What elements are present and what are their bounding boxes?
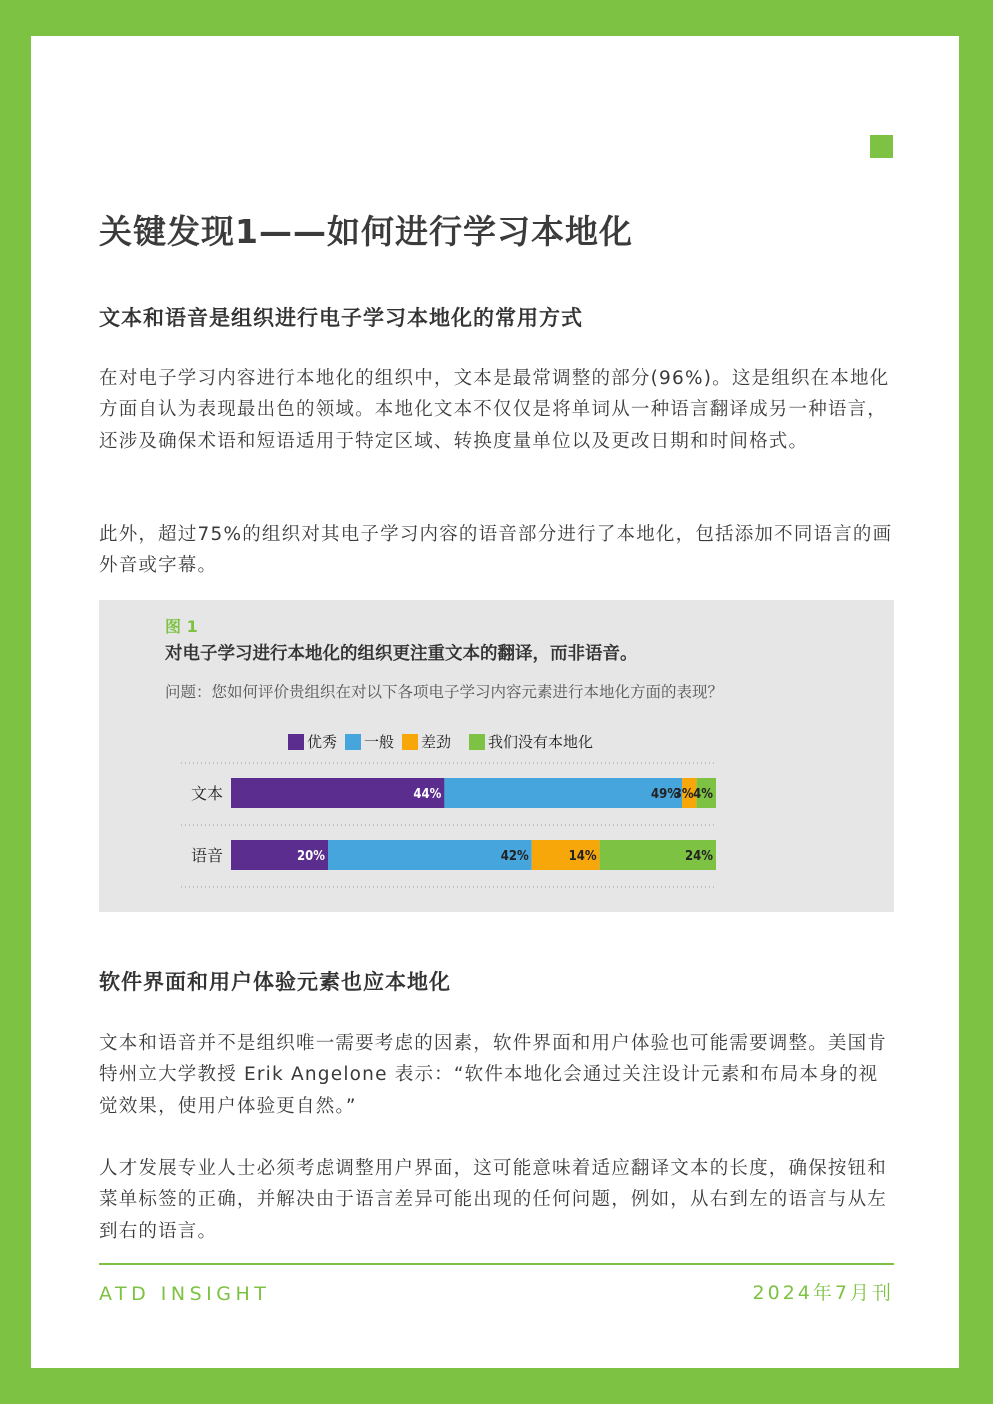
bar-segment bbox=[231, 778, 444, 808]
page-heading: 关键发现1——如何进行学习本地化 bbox=[99, 212, 633, 251]
section2-paragraph-1: 文本和语音并不是组织唯一需要考虑的因素，软件界面和用户体验也可能需要调整。美国肯特州立大学教授 Erik Angelone 表示：“软件本地化会通过关注设计元素和布局本身的视觉效果，使用户体验更自然。” bbox=[99, 1033, 888, 1117]
data-label: 49% bbox=[651, 787, 680, 802]
section1-paragraph-1: 在对电子学习内容进行本地化的组织中，文本是最常调整的部分(96%)。这是组织在本地化方面自认为表现最出色的领域。本地化文本不仅仅是将单词从一种语言翻译成另一种语言，还涉及确保术语和短语适用于特定区域、转换度量单位以及更改日期和时间格式。 bbox=[99, 368, 890, 452]
footer-publication-name: ATD INSIGHT bbox=[99, 1283, 271, 1305]
legend-label: 一般 bbox=[364, 733, 395, 751]
figure-label: 图 1 bbox=[165, 617, 198, 636]
data-label: 24% bbox=[685, 849, 713, 864]
figure-panel bbox=[99, 600, 894, 912]
legend-label: 优秀 bbox=[307, 733, 338, 751]
data-label: 4% bbox=[693, 787, 713, 802]
corner-square-decoration bbox=[870, 135, 893, 158]
data-label: 42% bbox=[500, 849, 529, 864]
data-label: 20% bbox=[297, 849, 325, 864]
footer-issue-date: 2024年7月刊 bbox=[752, 1282, 894, 1304]
section2-paragraph-2: 人才发展专业人士必须考虑调整用户界面，这可能意味着适应翻译文本的长度，确保按钮和菜单标签的正确，并解决由于语言差异可能出现的任何问题，例如，从右到左的语言与从左到右的语言。 bbox=[99, 1158, 888, 1242]
category-label: 语音 bbox=[191, 846, 224, 865]
figure-title: 对电子学习进行本地化的组织更注重文本的翻译，而非语音。 bbox=[165, 644, 638, 664]
footer-divider bbox=[99, 1263, 894, 1265]
data-label: 44% bbox=[413, 787, 442, 802]
page bbox=[31, 36, 959, 1368]
data-label: 14% bbox=[568, 849, 597, 864]
section2-title: 软件界面和用户体验元素也应本地化 bbox=[99, 970, 451, 994]
section1-title: 文本和语音是组织进行电子学习本地化的常用方式 bbox=[99, 306, 583, 330]
legend-label: 差劲 bbox=[421, 733, 452, 751]
data-label: 3% bbox=[673, 787, 694, 802]
category-label: 文本 bbox=[191, 784, 224, 803]
section1-paragraph-2: 此外，超过75%的组织对其电子学习内容的语音部分进行了本地化，包括添加不同语言的画外音或字幕。 bbox=[99, 524, 893, 577]
stacked-bar-chart bbox=[99, 600, 894, 912]
legend-label: 我们没有本地化 bbox=[488, 733, 594, 751]
bar-segment bbox=[444, 778, 682, 808]
figure-question: 问题：您如何评价贵组织在对以下各项电子学习内容元素进行本地化方面的表现？ bbox=[165, 683, 724, 701]
